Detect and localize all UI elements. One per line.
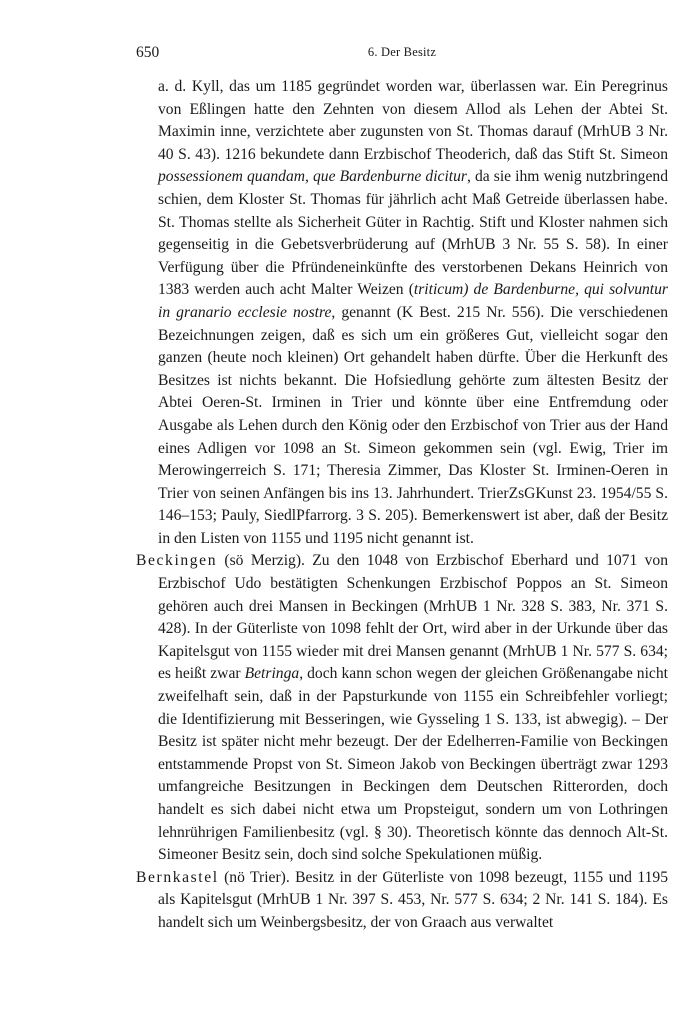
running-head	[136, 44, 668, 64]
text-run: (sö Merzig). Zu den 1048 von Erzbischof Eberhard und 1071 von Erzbischof Udo bestätigten Schenkungen Erzbischof Poppos an St. Simeon gehören auch drei Mansen in Beckingen (MrhUB 1 Nr. 328 S. 383, Nr. 371 S. 428). In der Güterliste von 1098 fehlt der Ort, wird aber in der Urkunde über das Kapitelsgut von 1155 wieder mit drei Mansen genannt (MrhUB 1 Nr. 577 S. 634; es heißt zwar	[158, 552, 668, 683]
entry-bernkastel	[136, 867, 668, 935]
latin-quotation: possessionem quandam, que Bardenburne dicitur	[158, 168, 467, 186]
entry-beckingen	[136, 550, 668, 866]
body-text	[136, 76, 668, 935]
text-run: , doch kann schon wegen der gleichen Größenangabe nicht zweifelhaft sein, daß in der Papsturkunde von 1155 ein Schreibfehler vorliegt; die Identifizierung mit Besseringen, wie Gysseling 1 S. 133, ist abwegig). – Der Besitz ist später nicht mehr bezeugt. Der der Edelherren-Familie von Beckingen entstammende Propst von St. Simeon Jakob von Beckingen überträgt zwar 1293 umfangreiche Besitzungen in Beckingen dem Deutschen Ritterorden, doch handelt es sich dabei nicht etwa um Propsteigut, sondern um von Lothringen lehnrührigen Familienbesitz (vgl. § 30). Theoretisch könnte das dennoch Alt-St. Simeoner Besitz sein, doch sind solche Spekulationen müßig.	[158, 665, 668, 864]
entry-headword: Bernkastel	[136, 868, 219, 886]
text-run: a. d. Kyll, das um 1185 gegründet worden war, überlassen war. Ein Peregrinus von Eßlingen hatte den Zehnten von diesem Allod als Lehen der Abtei St. Maximin inne, verzichtete aber zugunsten von St. Thomas darauf (MrhUB 3 Nr. 40 S. 43). 1216 bekundete dann Erzbischof Theoderich, daß das Stift St. Simeon	[158, 78, 668, 163]
running-title: 6. Der Besitz	[367, 45, 437, 59]
text-run: (nö Trier). Besitz in der Güterliste von 1098 bezeugt, 1155 und 1195 als Kapitelsgut (MrhUB 1 Nr. 397 S. 453, Nr. 577 S. 634; 2 Nr. 141 S. 184). Es handelt sich um Weinbergsbesitz, der von Graach aus verwaltet	[158, 868, 668, 931]
paragraph-bardenburne-continued	[136, 76, 668, 550]
latin-quotation: triticum) de Bardenburne, qui solvuntur in granario ecclesie nostre	[158, 281, 668, 321]
text-run: , da sie ihm wenig nutzbringend schien, dem Kloster St. Thomas für jährlich acht Maß Getreide überlassen habe. St. Thomas stellte als Sicherheit Güter in Rachtig. Stift und Kloster nahmen sich gegenseitig in die Gebetsverbrüderung auf (MrhUB 3 Nr. 55 S. 58). In einer Verfügung über die Pfründeneinkünfte des verstorbenen Dekans Heinrich von 1383 werden auch acht Malter Weizen (	[158, 168, 668, 299]
latin-quotation: Betringa	[244, 665, 300, 683]
entry-headword: Beckingen	[136, 552, 218, 570]
text-run: , genannt (K Best. 215 Nr. 556). Die verschiedenen Bezeichnungen zeigen, daß es sich um ein größeres Gut, vielleicht sogar den ganzen (heute noch kleinen) Ort gehandelt haben dürfte. Über die Herkunft des Besitzes ist nichts bekannt. Die Hofsiedlung gehörte zum ältesten Besitz der Abtei Oeren-St. Irminen in Trier und könnte über eine Entfremdung oder Ausgabe als Lehen durch den König oder den Erzbischof von Trier aus der Hand eines Adligen vor 1098 an St. Simeon gekommen sein (vgl. Ewig, Trier im Merowingerreich S. 171; Theresia Zimmer, Das Kloster St. Irminen-Oeren in Trier von seinen Anfängen bis ins 13. Jahrhundert. TrierZsGKunst 23. 1954/55 S. 146–153; Pauly, SiedlPfarrorg. 3 S. 205). Bemerkenswert ist aber, daß der Besitz in den Listen von 1155 und 1195 nicht genannt ist.	[158, 303, 668, 547]
page-number: 650	[136, 44, 160, 61]
